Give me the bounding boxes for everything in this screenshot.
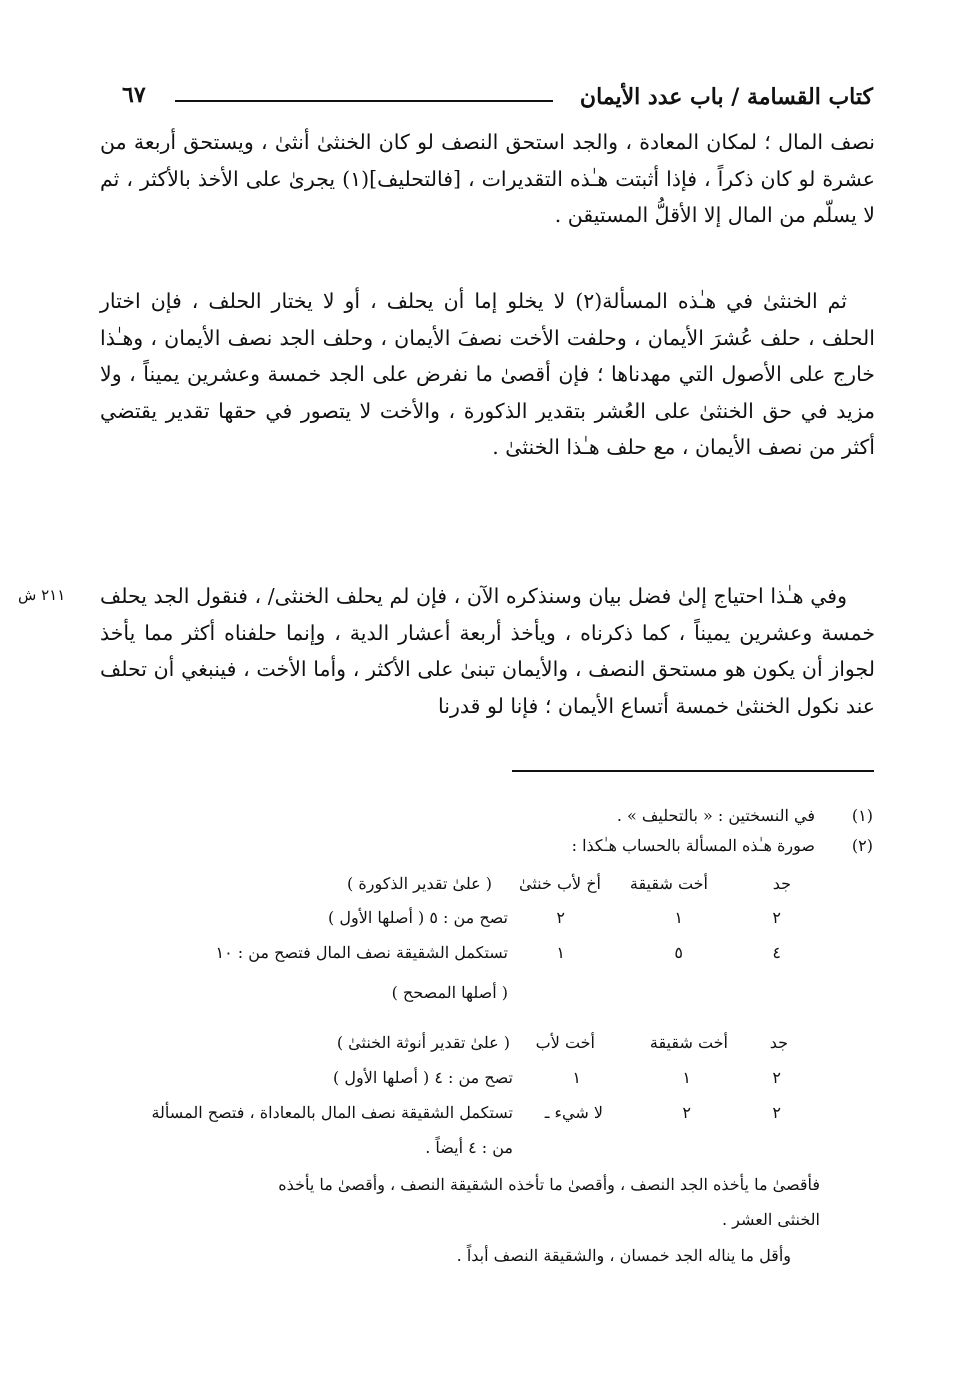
- table1-row1-brother: ٢: [556, 908, 565, 927]
- page-number: ٦٧: [122, 82, 146, 108]
- table2-row2-sister: ٢: [682, 1103, 691, 1122]
- table1-row2-sister: ٥: [674, 943, 683, 962]
- table1-row1-sister: ١: [674, 908, 683, 927]
- table2-row1-paternal-sister: ١: [572, 1068, 581, 1087]
- footnote-1-text: في النسختين : « بالتحليف » .: [616, 806, 815, 825]
- running-header: [110, 78, 873, 118]
- table2-row2-note-cont: من : ٤ أيضاً .: [425, 1138, 513, 1157]
- table2-header-paternal-sister: أخت لأب: [535, 1033, 595, 1052]
- table2-row2-note: تستكمل الشقيقة نصف المال بالمعاداة ، فتصح المسألة: [151, 1103, 513, 1122]
- table1-row2-note-cont: ( أصلها المصحح ): [391, 983, 508, 1002]
- table1-row2-brother: ١: [556, 943, 565, 962]
- paragraph-2: ثم الخنثىٰ في هـٰذه المسألة(٢) لا يخلو إما أن يحلف ، أو لا يختار الحلف ، فإن اختار الحلف ، حلف عُشرَ الأيمان ، وحلفت الأخت نصفَ الأيمان ، وحلف الجد نصف الأيمان ، وهـٰذا خارج على الأصول التي مهدناها ؛ فإن أقصىٰ ما نفرض على الجد خمسة وعشرين يميناً ، ولا مزيد في حق الخنثىٰ على العُشر بتقدير الذكورة ، والأخت لا يتصور في حقها تقدير يقتضي أكثر من نصف الأيمان ، مع حلف هـٰذا الخنثىٰ .: [100, 289, 875, 459]
- table2-header-grandfather: جد: [769, 1033, 788, 1052]
- header-rule: [175, 100, 553, 102]
- chapter-title: كتاب القسامة / باب عدد الأيمان: [579, 84, 873, 110]
- footnote-summary-2: وأقل ما يناله الجد خمسان ، والشقيقة النصف أبداً .: [456, 1246, 791, 1265]
- footnote-summary-1-cont: الخنثى العشر .: [721, 1210, 820, 1229]
- footnote-summary-1: فأقصىٰ ما يأخذه الجد النصف ، وأقصىٰ ما تأخذه الشقيقة النصف ، وأقصىٰ ما يأخذه: [278, 1175, 820, 1194]
- table1-header-full-sister: أخت شقيقة: [629, 874, 708, 893]
- paragraph-3: وفي هـٰذا احتياج إلىٰ فضل بيان وسنذكره الآن ، فإن لم يحلف الخنثى/ ، فنقول الجد يحلف خمسة وعشرين يميناً ، كما ذكرناه ، ويأخذ أربعة أعشار الدية ، وإنما حلفناه أكثر مما يأخذ لجواز أن يكون هو مستحق النصف ، والأيمان تبنىٰ على الأكثر ، وأما الأخت ، فينبغي أن تحلف عند نكول الخنثىٰ خمسة أتساع الأيمان ؛ فإنا لو قدرنا: [100, 584, 875, 718]
- footnote-1-number: (١): [851, 806, 873, 825]
- table2-header-note: ( علىٰ تقدير أنوثة الخنثىٰ ): [336, 1033, 510, 1052]
- table1-header-hermaphrodite-brother: أخ لأب خنثىٰ: [518, 874, 601, 893]
- table1-row1-grandfather: ٢: [772, 908, 781, 927]
- table2-row2-paternal-sister: لا شيء ـ: [544, 1103, 603, 1122]
- manuscript-folio-note: ٢١١ ش: [18, 586, 66, 604]
- table2-row1-note: تصح من : ٤ ( أصلها الأول ): [333, 1068, 513, 1087]
- table2-row1-grandfather: ٢: [772, 1068, 781, 1087]
- table1-row2-grandfather: ٤: [772, 943, 781, 962]
- footnote-2-number: (٢): [851, 836, 873, 855]
- footnote-2-text: صورة هـٰذه المسألة بالحساب هـٰكذا :: [571, 836, 815, 855]
- table2-header-full-sister: أخت شقيقة: [649, 1033, 728, 1052]
- table1-row2-note: تستكمل الشقيقة نصف المال فتصح من : ١٠: [215, 943, 508, 962]
- table1-header-note: ( علىٰ تقدير الذكورة ): [347, 874, 492, 893]
- table1-header-grandfather: جد: [772, 874, 791, 893]
- footnote-separator: [512, 770, 874, 772]
- table2-row2-grandfather: ٢: [772, 1103, 781, 1122]
- paragraph-1: نصف المال ؛ لمكان المعادة ، والجد استحق النصف لو كان الخنثىٰ أنثىٰ ، ويستحق أربعة من عشرة لو كان ذكراً ، فإذا أثبتت هـٰذه التقديرات ، [فالتحليف](١) يجرىٰ على الأخذ بالأكثر ، ثم لا يسلّم من المال إلا الأقلُّ المستيقن .: [100, 130, 875, 227]
- table1-row1-note: تصح من : ٥ ( أصلها الأول ): [328, 908, 508, 927]
- table2-row1-sister: ١: [682, 1068, 691, 1087]
